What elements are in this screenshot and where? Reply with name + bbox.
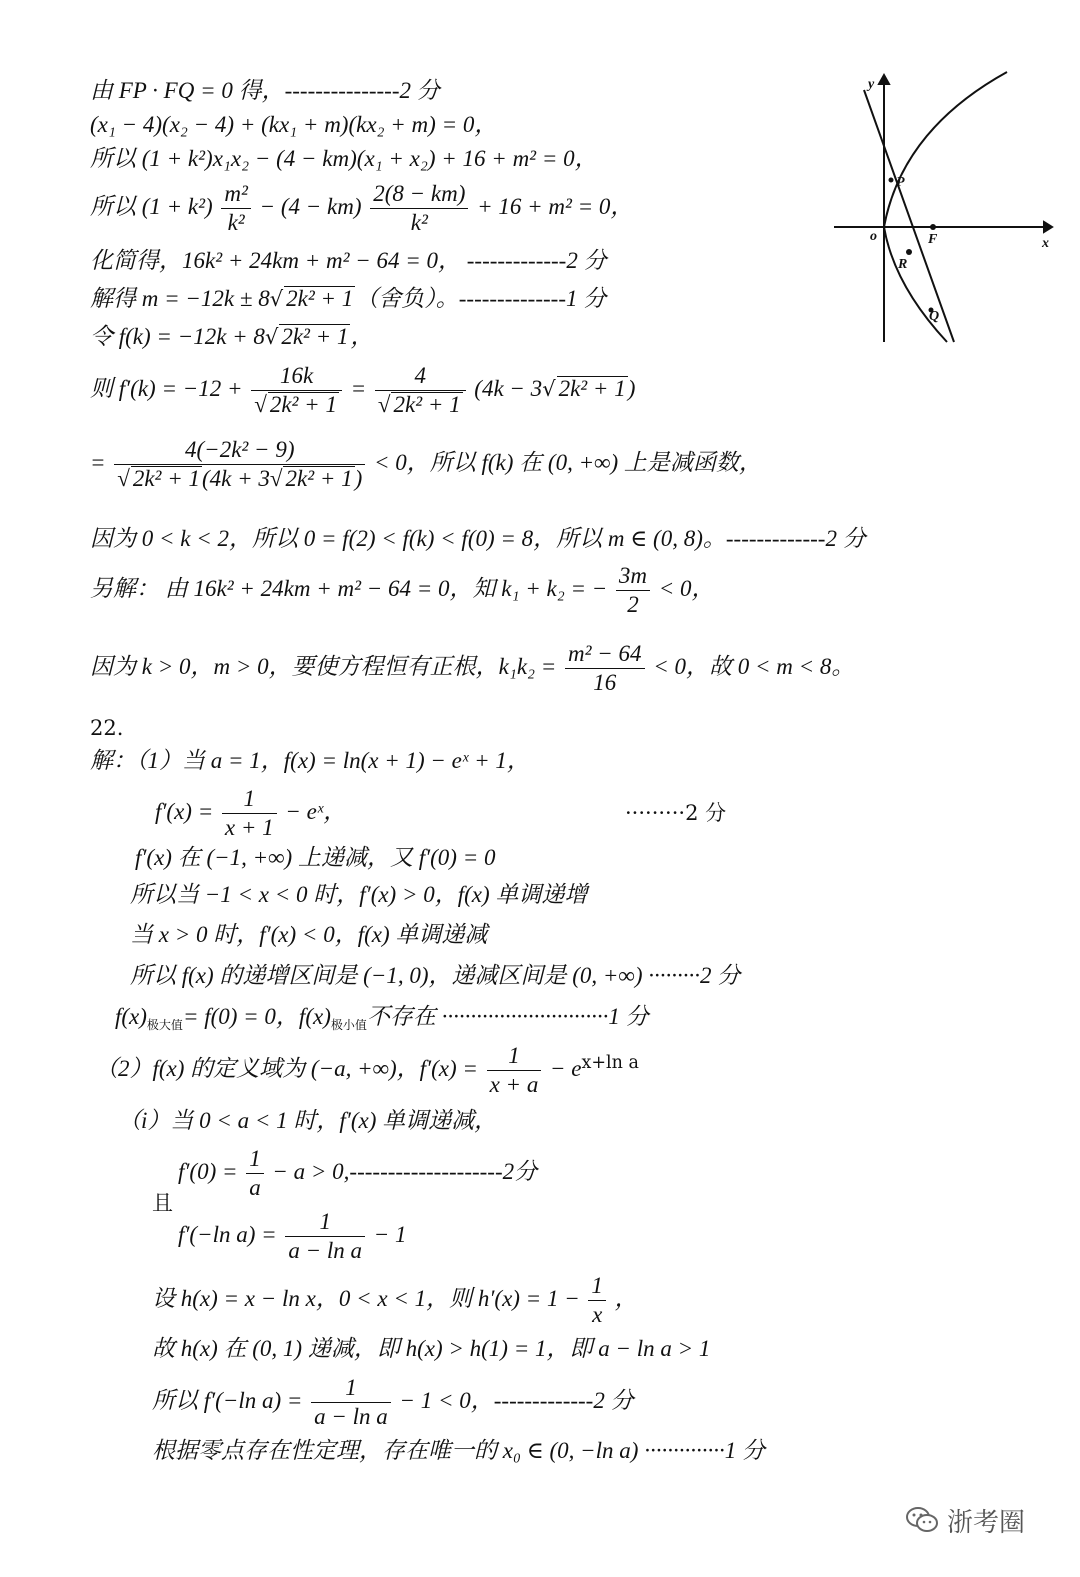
label-p: P — [896, 175, 905, 190]
point-p-marker — [889, 178, 894, 183]
point-f-marker — [930, 224, 936, 230]
fraction-1-xa: $\frac{1}{x + a}$ — [487, 1042, 542, 1099]
line-range-m: 因为 0 < k < 2，所以 0 = f(2) < f(k) < f(0) = 8，所以 m ∈ (0, 8)。-------------2 分 — [90, 526, 866, 551]
fraction-2-8-km: $\frac{2(8 - km)}{\text{k²}}$ — [370, 180, 468, 237]
score-2: ·········2 分 — [625, 801, 727, 825]
label-r: R — [898, 257, 908, 272]
line-increasing-case: 所以当 −1 < x < 0 时，f′(x) > 0，f(x) 单调递增 — [130, 882, 588, 907]
watermark — [905, 1500, 1025, 1540]
x-axis-arrow — [1044, 222, 1052, 232]
fraction-1-x: $\frac{1}{x}$ — [588, 1272, 606, 1329]
line-substitute: 所以 (1 + k²) $\frac{\text{m²}}{\text{k²}}$ − (4 − km) $\frac{2(8 - km)}{\text{k²}}$ + 16 + m² = 0， — [90, 181, 634, 235]
line-decreasing-case: 当 x > 0 时，f′(x) < 0，f(x) 单调递减 — [130, 922, 488, 947]
line-fprime-neg-ln-a: f′(−ln a) = $\frac{1}{\text{a − ln a}}$ − 1 — [178, 1209, 407, 1263]
line-derivative-neg: = $\frac{\text{4(−2k² − 9)}}{\text{√ 2k² + 1(4k + 3√ 2k² + 1)}}$ < 0，所以 f(k) 在 (0, +∞) 上是减函数， — [90, 437, 762, 491]
line-expand: (x₁ − 4)(x₂ − 4) + (kx₁ + m)(kx₂ + m) = 0， — [90, 112, 498, 137]
watermark-text: 浙考圈 — [947, 1507, 1026, 1538]
fraction-3m-2: $\frac{3m}{2}$ — [616, 562, 650, 619]
parabola-figure — [832, 70, 1054, 346]
line-fp-fq: 由 FP · FQ = 0 得，---------------2 分 — [90, 78, 440, 103]
fraction-1-a-ln-a: $\frac{1}{\text{a − ln a}}$ — [285, 1208, 365, 1265]
parabola-curve — [884, 72, 1007, 342]
line-alt-solution: 另解： 由 16k² + 24km + m² − 64 = 0，知 k₁ + k₂ = − $\frac{3m}{2}$ < 0， — [90, 563, 715, 617]
fraction-16k: $\frac{16k}{\text{√ 2k² + 1}}$ — [251, 362, 342, 419]
line-intervals: 所以 f(x) 的递增区间是 (−1, 0)，递减区间是 (0, +∞) ·········2 分 — [130, 963, 741, 988]
point-r-marker — [906, 249, 912, 255]
line-let-f: 令 f(k) = −12k + 8√ 2k² + 1， — [90, 324, 374, 349]
line-vieta: 所以 (1 + k²)x₁x₂ − (4 − km)(x₁ + x₂) + 16 + m² = 0， — [90, 146, 598, 171]
line-part2-domain: （2）f(x) 的定义域为 (−a, +∞)，f′(x) = $\frac{1}{x + a}$ − $e^{x+ln a}$ — [95, 1043, 639, 1097]
y-axis-arrow — [879, 75, 889, 84]
fraction-m2-k2: $\frac{\text{m²}}{\text{k²}}$ — [221, 180, 251, 237]
fraction-neg-2k2: $\frac{\text{4(−2k² − 9)}}{\text{√ 2k² + 1(4k + 3√ 2k² + 1)}}$ — [114, 436, 365, 493]
line-h-decreasing: 故 h(x) 在 (0, 1) 递减，即 h(x) > h(1) = 1，即 a − ln a > 1 — [152, 1336, 711, 1361]
wechat-icon — [905, 1505, 939, 1535]
secant-line — [864, 90, 954, 342]
line-case-i: （i）当 0 < a < 1 时，f′(x) 单调递减， — [118, 1108, 498, 1133]
line-zero-theorem: 根据零点存在性定理，存在唯一的 x₀ ∈ (0, −ln a) ··············1 分 — [152, 1438, 765, 1463]
line-let-h: 设 h(x) = x − ln x，0 < x < 1，则 h′(x) = 1 − $\frac{1}{x}$ ， — [152, 1273, 638, 1327]
fraction-m2-64: $\frac{\text{m² − 64}}{16}$ — [565, 640, 645, 697]
label-y: y — [868, 77, 875, 92]
fraction-1-a: $\frac{1}{a}$ — [246, 1145, 264, 1202]
problem-number: 22. — [90, 716, 124, 740]
line-and: 且 — [152, 1191, 173, 1215]
fraction-1-x1: $\frac{1}{x + 1}$ — [222, 785, 277, 842]
label-q: Q — [929, 309, 940, 324]
line-decreasing: f′(x) 在 (−1, +∞) 上递减，又 f′(0) = 0 — [135, 845, 496, 870]
line-fprime-0: f′(0) = $\frac{1}{a}$ − a > 0,--------------------2分 — [178, 1146, 538, 1200]
label-x: x — [1042, 236, 1049, 251]
line-fprime-neg: 所以 f′(−ln a) = $\frac{1}{\text{a − ln a}}$ − 1 < 0，-------------2 分 — [152, 1375, 634, 1429]
line-extrema: $f(x)_{极大值}= f(0) = 0$，$f(x)_{极小值}$不存在 ·····························1 分 — [115, 1004, 649, 1033]
line-derivative: 则 f′(k) = −12 + $\frac{16k}{\text{√ 2k² + 1}}$ = $\frac{4}{\text{√ 2k² + 1}}$ (4k − 3√ 2k² + 1) — [90, 363, 636, 417]
fraction-1-a-ln-a-2: $\frac{1}{\text{a − ln a}}$ — [311, 1374, 391, 1431]
line-fprime-x: f′(x) = $\frac{1}{x + 1}$ − eˣ， — [155, 786, 347, 840]
line-alt-conclusion: 因为 k > 0，m > 0，要使方程恒有正根，k₁k₂ = $\frac{\text{m² − 64}}{16}$ < 0，故 0 < m < 8。 — [90, 641, 855, 695]
line-solve-m: 解得 m = −12k ± 8√ 2k² + 1（舍负）。--------------1 分 — [90, 286, 607, 311]
label-o: o — [870, 229, 877, 244]
fraction-4: $\frac{4}{\text{√ 2k² + 1}}$ — [375, 362, 466, 419]
label-f: F — [928, 232, 938, 247]
line-part1-start: 解：（1）当 a = 1，f(x) = ln(x + 1) − eˣ + 1， — [90, 748, 530, 773]
line-simplify: 化简得，16k² + 24km + m² − 64 = 0， -------------2 分 — [90, 248, 607, 273]
